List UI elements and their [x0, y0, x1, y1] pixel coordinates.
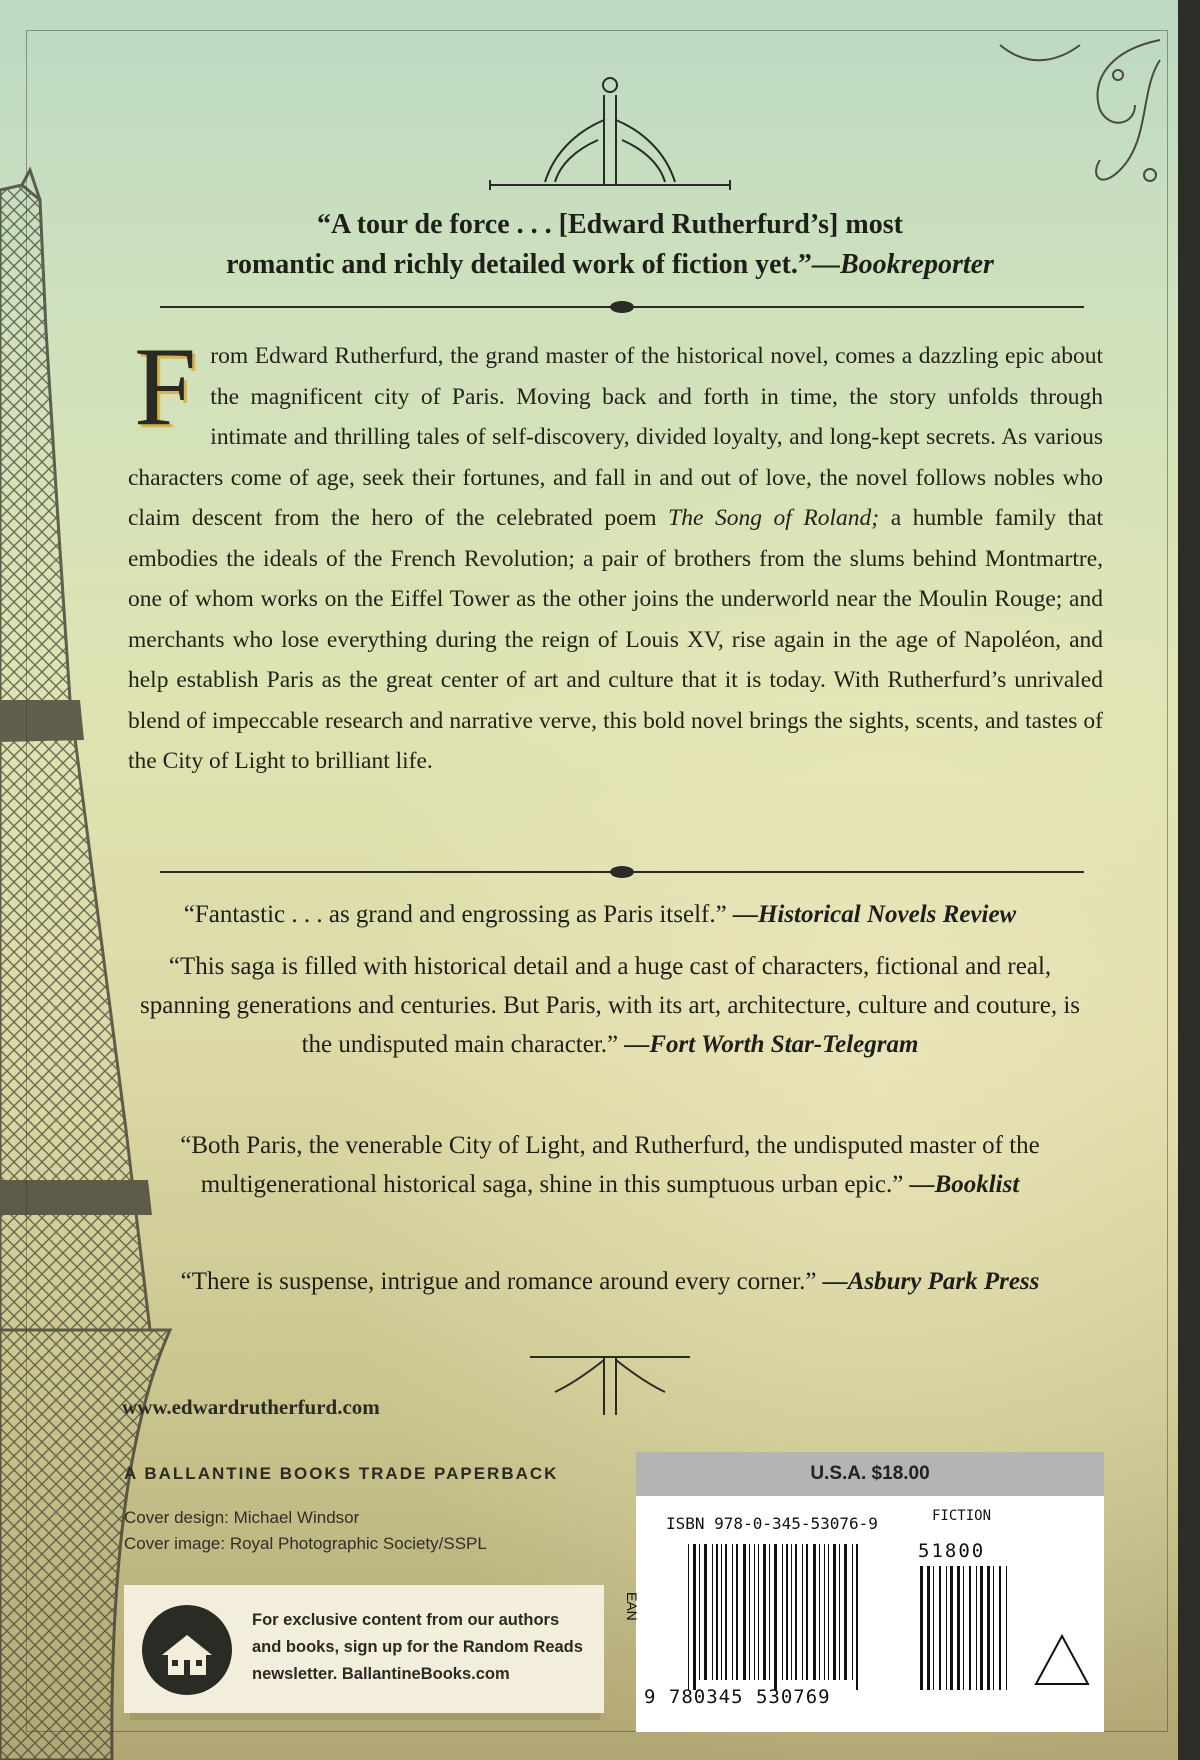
supplement-bar [957, 1566, 960, 1690]
barcode-bar [721, 1544, 722, 1680]
supplement-bar [939, 1566, 941, 1690]
barcode-bar [688, 1544, 689, 1690]
price-label: U.S.A. $18.00 [636, 1452, 1104, 1496]
author-website[interactable]: www.edwardrutherfurd.com [122, 1395, 380, 1419]
price-supplement-digits: 51800 [918, 1540, 986, 1562]
barcode-bar [693, 1544, 696, 1690]
barcode-bar [802, 1544, 803, 1680]
barcode-bar [782, 1544, 783, 1680]
supplement-bar [927, 1566, 930, 1690]
barcode-bar [795, 1544, 797, 1680]
barcode-bar [743, 1544, 746, 1680]
blurb-poem-title: The Song of Roland; [668, 505, 880, 531]
barcode-bar [769, 1544, 770, 1680]
lead-quote-line1: “A tour de force . . . [Edward Rutherfurd’s] most [317, 209, 903, 240]
supplement-bar [946, 1566, 947, 1690]
divider-gem-icon [610, 866, 634, 878]
book-description [128, 325, 1103, 782]
barcode-bar [791, 1544, 792, 1680]
cover-design-credit: Cover design: Michael Windsor [124, 1508, 360, 1527]
review-quote [140, 1126, 1080, 1204]
cover-image-credit: Cover image: Royal Photographic Society/SSPL [124, 1534, 487, 1553]
supplement-bar [999, 1566, 1001, 1690]
review-text: “Both Paris, the venerable City of Light, and Rutherfurd, the undisputed master of the multigenerational historical saga, shine in this sumptuous urban epic.” [180, 1132, 1040, 1198]
ean-label: EAN [624, 1592, 640, 1621]
lead-review-quote [160, 205, 1060, 285]
supplement-bar [963, 1566, 964, 1690]
barcode-bar [754, 1544, 755, 1680]
barcode-bar [774, 1544, 777, 1690]
supplement-bar [1006, 1566, 1007, 1690]
barcode-bar [819, 1544, 820, 1680]
barcode-bar [716, 1544, 718, 1680]
barcode-bar [856, 1544, 858, 1690]
barcode-bar [732, 1544, 733, 1680]
barcode-bar [763, 1544, 766, 1680]
triangle-icon [1032, 1632, 1092, 1688]
barcode-bar [852, 1544, 853, 1680]
supplement-bar [969, 1566, 971, 1690]
barcode-bar [824, 1544, 825, 1680]
ean-digits: 9 780345 530769 [644, 1686, 831, 1708]
divider-top [160, 306, 1084, 308]
barcode-bar [828, 1544, 829, 1680]
supplement-bar [976, 1566, 977, 1690]
supplement-bar [950, 1566, 953, 1690]
review-quote [100, 895, 1100, 934]
supplement-bar [993, 1566, 994, 1690]
review-text: “There is suspense, intrigue and romance around every corner.” [180, 1268, 823, 1295]
top-ornament [490, 78, 730, 190]
barcode-bar [844, 1544, 847, 1680]
category-label: FICTION [932, 1508, 992, 1524]
newsletter-promo [124, 1585, 604, 1713]
lead-quote-source: —Bookreporter [811, 249, 994, 280]
corner-flourish [1000, 40, 1160, 181]
barcode-bar [712, 1544, 713, 1680]
divider-gem-icon [610, 301, 634, 313]
house-icon [142, 1605, 232, 1695]
supplement-bar [987, 1566, 990, 1690]
review-source: —Booklist [909, 1171, 1020, 1198]
lead-quote-line2: romantic and richly detailed work of fiction yet.” [226, 249, 812, 280]
bottom-ornament [530, 1357, 690, 1415]
barcode-bar [725, 1544, 727, 1680]
review-text: “This saga is filled with historical detail and a huge cast of characters, fictional and real, spanning generations and centuries. But Paris, with its art, architecture, culture and couture, is the undisputed main character.” [140, 953, 1081, 1058]
publisher-imprint: A BALLANTINE BOOKS TRADE PAPERBACK [124, 1464, 559, 1483]
blurb-text-part1: rom Edward Rutherfurd, the grand master of the historical novel, comes a dazzling epic about the magnificent city of Paris. Moving back and forth in time, the story unfolds through intimate and thrilling tales of self-discovery, divided loyalty, and long-kept secrets. As various characters come of age, seek their fortunes, and fall in and out of love, the novel follows nobles who claim descent from the hero of the celebrated poem [128, 343, 1103, 531]
barcode-bar [839, 1544, 840, 1680]
supplement-bar [933, 1566, 934, 1690]
barcode-bar [806, 1544, 808, 1680]
blurb-text-part2: a humble family that embodies the ideals of the French Revolution; a pair of brothers from the slums behind Montmartre, one of whom works on the Eiffel Tower as the other joins the underworld near the Moulin Rouge; and merchants who lose everything during the reign of Louis XV, rise again in the age of Napoléon, and help establish Paris as the great center of art and culture that it is today. With Rutherfurd’s unrivaled blend of impeccable research and narrative verve, this bold novel brings the sights, scents, and tastes of the City of Light to brilliant life. [128, 505, 1103, 774]
divider-middle [160, 871, 1084, 873]
review-source: —Asbury Park Press [822, 1268, 1040, 1295]
barcode-bar [833, 1544, 836, 1680]
barcode-bar [704, 1544, 707, 1680]
review-source: —Fort Worth Star-Telegram [624, 1031, 919, 1058]
review-source: —Historical Novels Review [732, 901, 1017, 928]
review-text: “Fantastic . . . as grand and engrossing as Paris itself.” [183, 901, 733, 928]
isbn-number: ISBN 978-0-345-53076-9 [666, 1514, 878, 1533]
review-quote [140, 947, 1080, 1064]
promo-text: For exclusive content from our authors and books, sign up for the Random Reads newsletter. BallantineBooks.com [252, 1611, 583, 1683]
barcode-bar [749, 1544, 750, 1680]
barcode-bar [758, 1544, 759, 1680]
barcode-bar [786, 1544, 788, 1680]
supplement-bar [920, 1566, 923, 1690]
supplement-bar [980, 1566, 983, 1690]
barcode-bar [699, 1544, 700, 1680]
barcode-bar [813, 1544, 816, 1680]
barcode-bar [736, 1544, 738, 1680]
review-quote [160, 1262, 1060, 1301]
drop-cap: F [134, 325, 197, 449]
barcode-panel [624, 1496, 1104, 1732]
